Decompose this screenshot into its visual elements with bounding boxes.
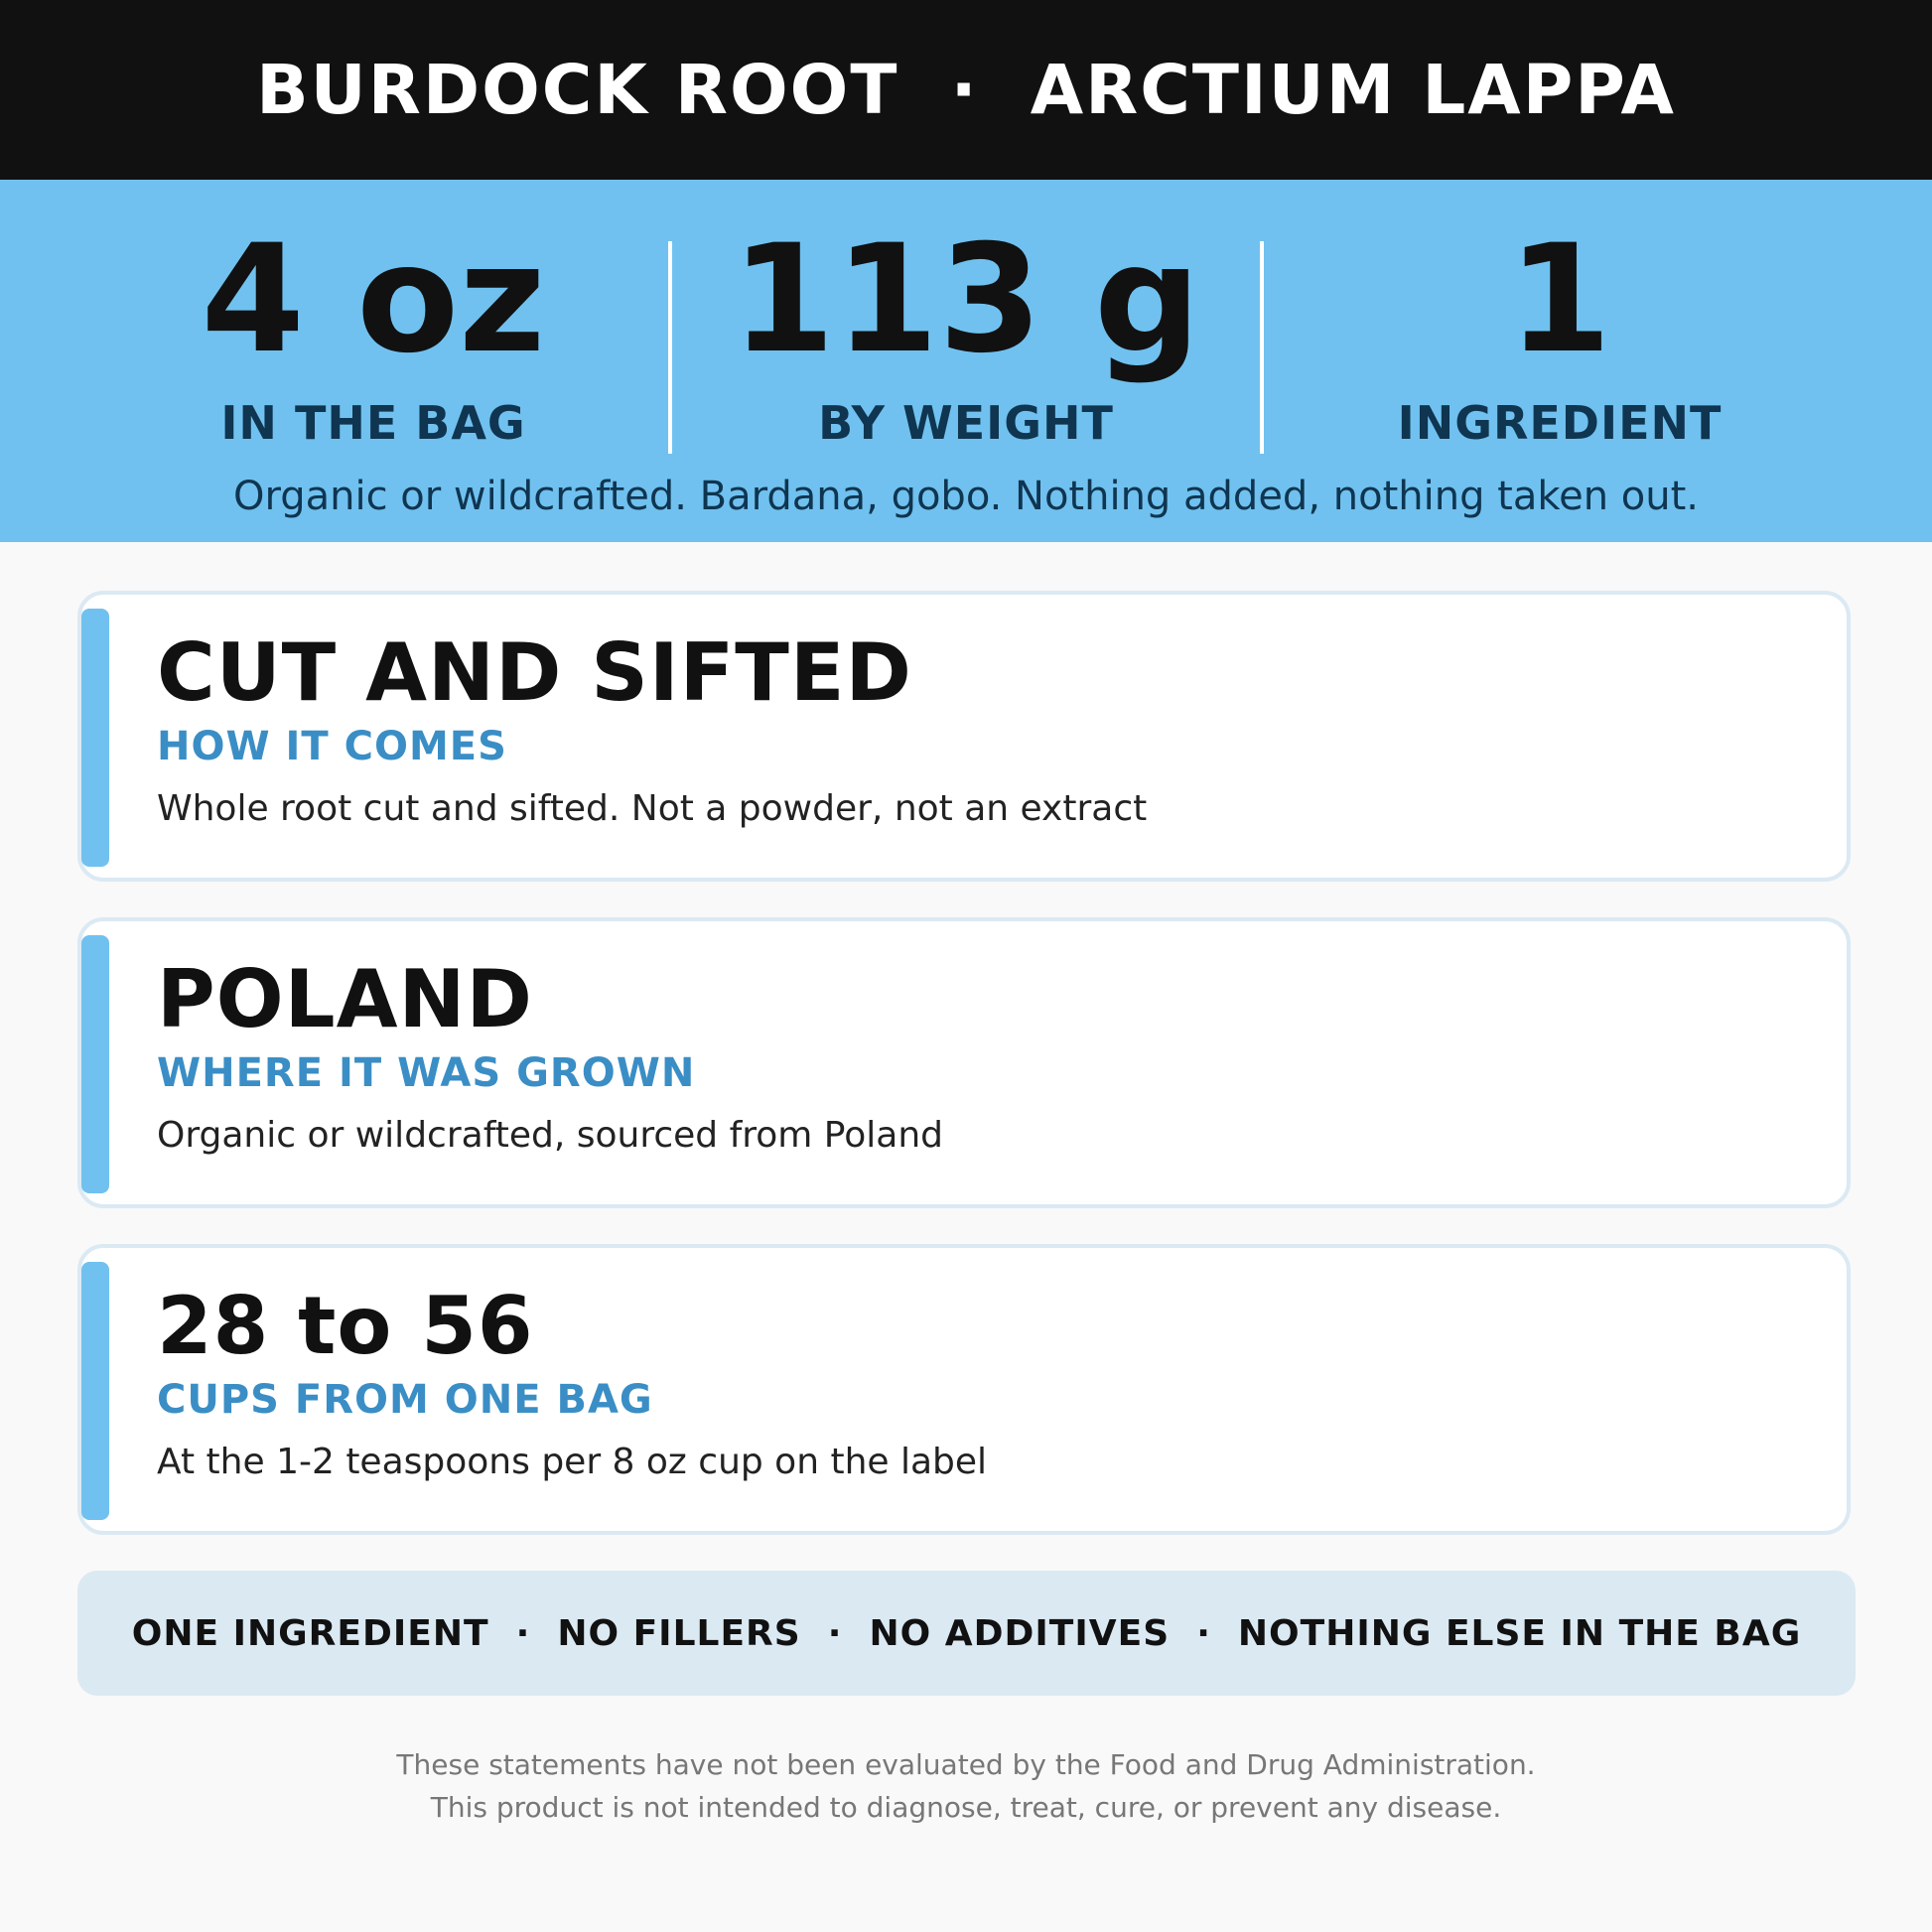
info-card-cups <box>77 1244 1851 1535</box>
card-accent-bar <box>81 609 109 867</box>
stat-value: 4 oz <box>201 213 546 386</box>
stat-label: BY WEIGHT <box>818 396 1114 450</box>
card-accent-bar <box>81 1262 109 1520</box>
info-card-origin <box>77 917 1851 1208</box>
stats-band <box>0 180 1932 542</box>
promise-banner: ONE INGREDIENT · NO FILLERS · NO ADDITIVES · NOTHING ELSE IN THE BAG <box>77 1571 1856 1696</box>
card-title: POLAND <box>157 953 533 1045</box>
card-subtitle: HOW IT COMES <box>157 724 507 769</box>
card-subtitle: WHERE IT WAS GROWN <box>157 1050 696 1096</box>
fda-disclaimer-line-2: This product is not intended to diagnose, treat, cure, or prevent any disease. <box>430 1791 1502 1824</box>
stat-value: 113 g <box>731 213 1201 386</box>
card-description: Whole root cut and sifted. Not a powder, not an extract <box>157 788 1148 829</box>
card-description: At the 1-2 teaspoons per 8 oz cup on the label <box>157 1442 988 1482</box>
card-description: Organic or wildcrafted, sourced from Poland <box>157 1115 943 1156</box>
stats-note: Organic or wildcrafted. Bardana, gobo. Nothing added, nothing taken out. <box>232 474 1700 519</box>
card-accent-bar <box>81 935 109 1193</box>
info-card-cut <box>77 591 1851 882</box>
card-subtitle: CUPS FROM ONE BAG <box>157 1377 653 1423</box>
stat-value: 1 <box>1507 213 1612 386</box>
card-title: CUT AND SIFTED <box>157 626 912 719</box>
card-title: 28 to 56 <box>157 1280 534 1372</box>
product-title: BURDOCK ROOT · ARCTIUM LAPPA <box>0 0 1932 180</box>
fda-disclaimer-line-1: These statements have not been evaluated by the Food and Drug Administration. <box>396 1748 1536 1781</box>
stat-label: IN THE BAG <box>220 396 526 450</box>
stat-label: INGREDIENT <box>1397 396 1723 450</box>
